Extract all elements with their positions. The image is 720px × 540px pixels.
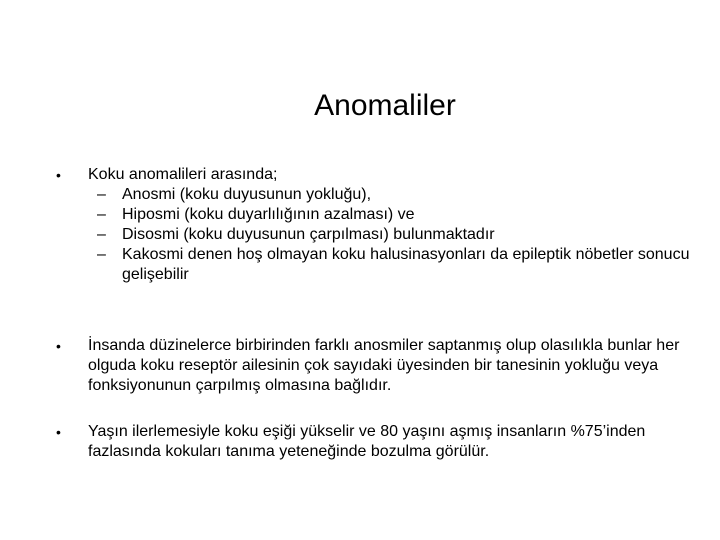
bullet-text: İnsanda düzinelerce birbirinden farklı anosmiler saptanmış olup olasılıkla bunlar her olguda koku reseptör ailesinin çok sayıdaki üyesinden bir tanesinin yokluğu veya fonksiyonunun çarpılmış olmasına bağlıdır. xyxy=(88,337,680,394)
term-description: (koku duyusunun yokluğu), xyxy=(175,186,372,203)
term-disosmi: Disosmi xyxy=(122,226,179,243)
dash-marker: – xyxy=(97,186,106,203)
term-kakosmi: Kakosmi xyxy=(122,246,184,263)
sub-item-kakosmi xyxy=(64,245,694,285)
term-description: (koku duyarlılığının azalması) ve xyxy=(179,206,415,223)
dash-marker: – xyxy=(97,206,106,223)
sub-item-anosmi xyxy=(64,185,694,205)
term-description: denen hoş olmayan koku halusinasyonları da epileptik nöbetler sonucu gelişebilir xyxy=(122,246,690,283)
sub-item-disosmi xyxy=(64,225,694,245)
bullet-text: Koku anomalileri arasında; xyxy=(88,166,278,183)
term-description: (koku duyusunun çarpılması) bulunmaktadır xyxy=(178,226,495,243)
bullet-marker: • xyxy=(56,167,61,183)
slide-title: Anomaliler xyxy=(314,89,456,122)
bullet-marker: • xyxy=(56,424,61,440)
bullet-text: Yaşın ilerlemesiyle koku eşiği yükselir ve 80 yaşını aşmış insanların %75’inden fazlasında kokuları tanıma yeteneğinde bozulma görülür. xyxy=(88,423,646,460)
dash-marker: – xyxy=(97,246,106,263)
dash-marker: – xyxy=(97,226,106,243)
bullet-marker: • xyxy=(56,338,61,354)
sub-item-hiposmi xyxy=(64,205,694,225)
term-anosmi: Anosmi xyxy=(122,186,176,203)
bullet-anosmiler xyxy=(56,336,694,396)
term-hiposmi: Hiposmi xyxy=(122,206,180,223)
bullet-koku-anomalileri xyxy=(56,165,694,285)
bullet-yas-ilerlemesi xyxy=(56,422,694,462)
